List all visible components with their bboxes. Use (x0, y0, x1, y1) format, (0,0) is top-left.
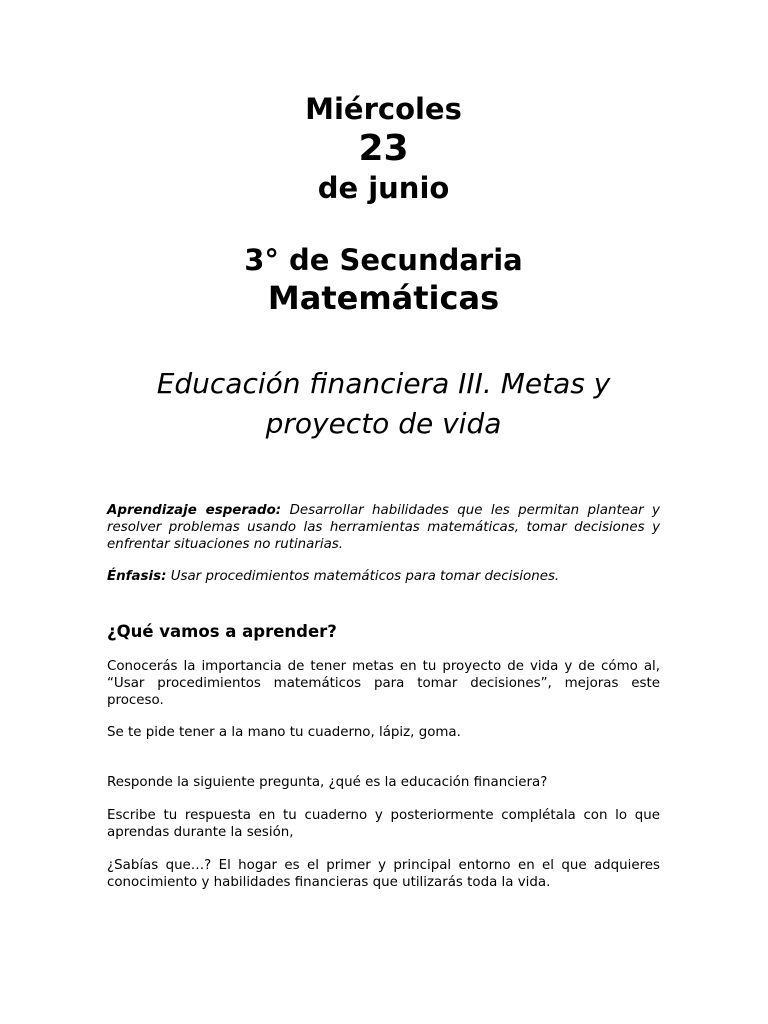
paragraph-5: ¿Sabías que…? El hogar es el primer y principal entorno en el que adquieres conocimiento y habilidades financieras que utilizarás toda la vida. (107, 858, 660, 890)
topic-title (67, 364, 700, 444)
date-weekday: Miércoles (305, 92, 462, 126)
paragraph-4: Escribe tu respuesta en tu cuaderno y posteriormente complétala con lo que aprendas durante la sesión, (107, 808, 660, 840)
paragraph-3: Responde la siguiente pregunta, ¿qué es la educación financiera? (107, 775, 548, 790)
paragraph-2: Se te pide tener a la mano tu cuaderno, lápiz, goma. (107, 725, 461, 740)
enfasis-text: Usar procedimientos matemáticos para tomar decisiones. (170, 569, 560, 584)
aprendizaje-esperado (107, 502, 660, 553)
date-day: 23 (358, 128, 409, 169)
grade-title: 3° de Secundaria (244, 243, 523, 277)
aprendizaje-label: Aprendizaje esperado: (107, 503, 282, 518)
enfasis-label: Énfasis: (107, 569, 167, 584)
enfasis (107, 568, 660, 585)
section-heading: ¿Qué vamos a aprender? (107, 622, 337, 641)
topic-title-line-2: proyecto de vida (265, 407, 502, 440)
aprendizaje-text: Desarrollar habilidades que les permitan plantear y resolver problemas usando las herramientas matemáticas, tomar decisiones y enfrentar situaciones no rutinarias. (107, 503, 660, 552)
date-month: de junio (317, 171, 450, 205)
subject-title: Matemáticas (267, 279, 500, 317)
topic-title-line-1: Educación financiera III. Metas y (156, 367, 611, 400)
paragraph-1: Conocerás la importancia de tener metas en tu proyecto de vida y de cómo al, “Usar procedimientos matemáticos para tomar decisiones”, mejoras este proceso. (107, 659, 660, 708)
